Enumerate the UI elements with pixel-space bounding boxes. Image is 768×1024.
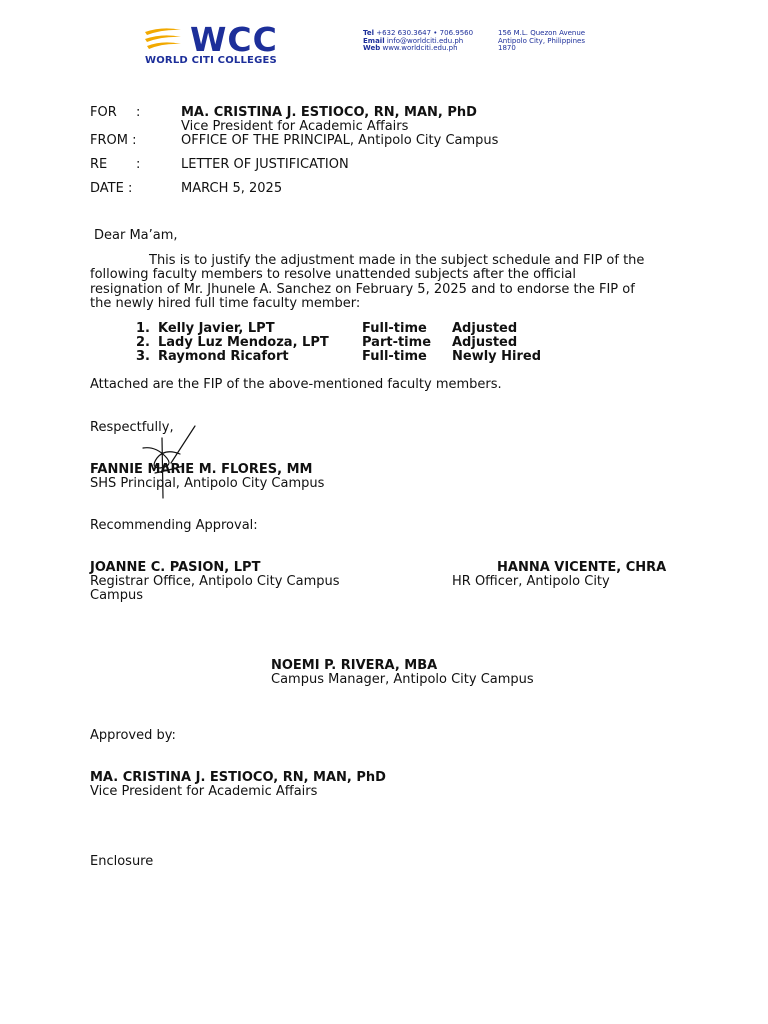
list-item: 2. Lady Luz Mendoza, LPT Part-time Adjusted [136, 335, 518, 350]
re-colon: : [136, 157, 141, 172]
for-colon: : [136, 105, 141, 120]
vp-name: MA. CRISTINA J. ESTIOCO, RN, MAN, PhD [90, 770, 386, 785]
address-block: 156 M.L. Quezon Avenue Antipolo City, Philippines 1870 [498, 29, 586, 52]
for-title: Vice President for Academic Affairs [181, 119, 409, 134]
list-item: 3. Raymond Ricafort Full-time Newly Hired [136, 349, 542, 364]
date-label: DATE : [90, 181, 133, 196]
registrar-title-cont: Campus [90, 588, 143, 603]
manager-name: NOEMI P. RIVERA, MBA [271, 658, 438, 673]
list-item: 1. Kelly Javier, LPT Full-time Adjusted [136, 321, 518, 336]
from-value: OFFICE OF THE PRINCIPAL, Antipolo City Campus [181, 133, 499, 148]
paragraph-line-4: the newly hired full time faculty member: [90, 296, 361, 311]
closing: Respectfully, [90, 420, 174, 435]
hr-title: HR Officer, Antipolo City [452, 574, 610, 589]
registrar-title: Registrar Office, Antipolo City Campus [90, 574, 340, 589]
manager-title: Campus Manager, Antipolo City Campus [271, 672, 534, 687]
paragraph-line-1: This is to justify the adjustment made in the subject schedule and FIP of the [149, 253, 645, 268]
for-name: MA. CRISTINA J. ESTIOCO, RN, MAN, PhD [181, 105, 477, 120]
paragraph-line-3: resignation of Mr. Jhunele A. Sanchez on February 5, 2025 and to endorse the FIP of [90, 282, 635, 297]
logo-wordmark: WCC [190, 20, 278, 59]
swoosh-logo-icon [143, 26, 183, 54]
logo-subtext: WORLD CITI COLLEGES [145, 56, 277, 64]
attached-note: Attached are the FIP of the above-mentioned faculty members. [90, 377, 502, 392]
letterhead [115, 0, 615, 64]
from-label: FROM : [90, 133, 137, 148]
re-label: RE [90, 157, 108, 172]
vp-title: Vice President for Academic Affairs [90, 784, 318, 799]
hr-name: HANNA VICENTE, CHRA [497, 560, 667, 575]
principal-name: FANNIE MARIE M. FLORES, MM [90, 462, 313, 477]
for-label: FOR [90, 105, 117, 120]
approved-label: Approved by: [90, 728, 176, 743]
paragraph-line-2: following faculty members to resolve unattended subjects after the official [90, 267, 577, 282]
salutation: Dear Ma’am, [94, 228, 178, 243]
enclosure-label: Enclosure [90, 854, 154, 869]
date-value: MARCH 5, 2025 [181, 181, 283, 196]
registrar-name: JOANNE C. PASION, LPT [90, 560, 261, 575]
contact-block: Tel +632 630.3647 • 706.9560 Email info@worldciti.edu.ph Web www.worldciti.edu.ph [363, 29, 474, 52]
recommending-label: Recommending Approval: [90, 518, 258, 533]
principal-title: SHS Principal, Antipolo City Campus [90, 476, 325, 491]
re-value: LETTER OF JUSTIFICATION [181, 157, 349, 172]
